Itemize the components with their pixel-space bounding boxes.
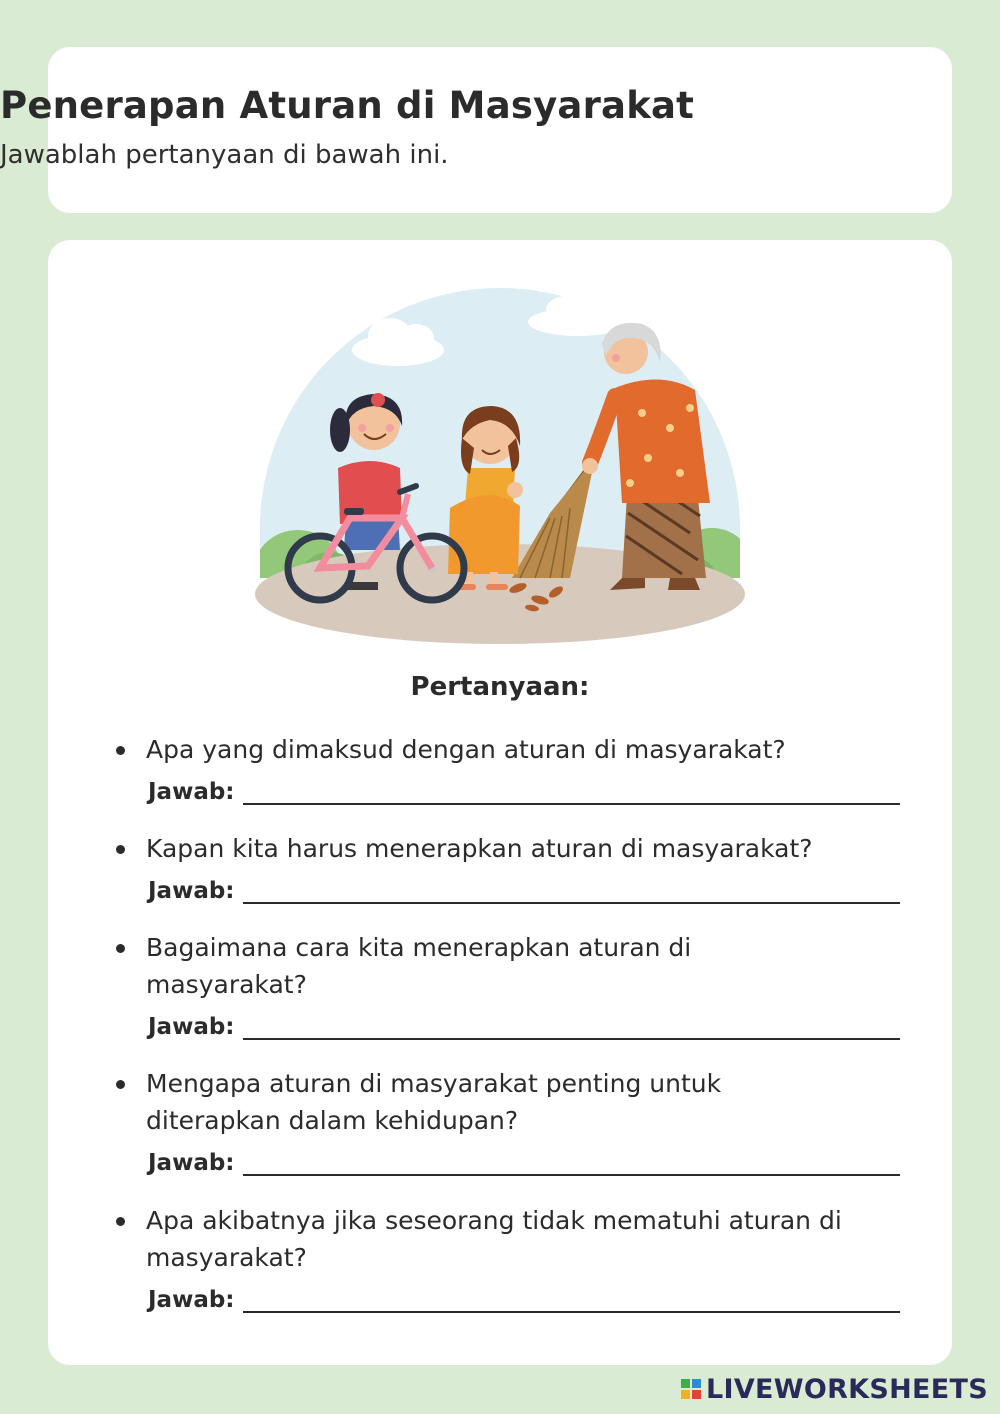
question-item-4 — [116, 1065, 836, 1139]
answer-row — [148, 771, 900, 807]
question-text: Bagaimana cara kita menerapkan aturan di masyarakat? — [146, 933, 692, 999]
answer-label: Jawab: — [148, 1014, 235, 1040]
questions-heading: Pertanyaan: — [410, 672, 590, 702]
answer-row — [148, 1006, 900, 1042]
question-text: Apa yang dimaksud dengan aturan di masyarakat? — [146, 735, 786, 764]
answer-input-line-4[interactable] — [243, 1174, 900, 1176]
question-item-1 — [116, 731, 900, 807]
answer-label: Jawab: — [148, 779, 235, 805]
page-subtitle: Jawablah pertanyaan di bawah ini. — [0, 140, 449, 170]
illustration-children-grandmother — [250, 278, 750, 646]
page-title: Penerapan Aturan di Masyarakat — [0, 84, 695, 127]
answer-input-line-5[interactable] — [243, 1311, 900, 1313]
bullet-icon — [116, 1217, 125, 1226]
answer-input-line-2[interactable] — [243, 902, 900, 904]
bullet-icon — [116, 746, 125, 755]
answer-input-line-3[interactable] — [243, 1038, 900, 1040]
bullet-icon — [116, 944, 125, 953]
answer-label: Jawab: — [148, 1150, 235, 1176]
liveworksheets-brand[interactable] — [680, 1372, 988, 1406]
question-text: Mengapa aturan di masyarakat penting untuk diterapkan dalam kehidupan? — [146, 1069, 722, 1135]
bullet-icon — [116, 845, 125, 854]
liveworksheets-logo-icon — [680, 1377, 702, 1401]
brand-name: LIVEWORKSHEETS — [705, 1373, 988, 1405]
answer-block-4 — [116, 1139, 900, 1178]
header-card — [48, 47, 952, 213]
bullet-icon — [116, 1080, 125, 1089]
answer-label: Jawab: — [148, 878, 235, 904]
question-item-5 — [116, 1202, 896, 1276]
question-text: Kapan kita harus menerapkan aturan di masyarakat? — [146, 834, 813, 863]
question-item-2 — [116, 830, 900, 906]
question-item-3 — [116, 929, 816, 1003]
answer-label: Jawab: — [148, 1287, 235, 1313]
answer-row — [148, 1279, 900, 1315]
answer-block-5 — [116, 1276, 900, 1315]
answer-row — [148, 1142, 900, 1178]
question-text: Apa akibatnya jika seseorang tidak mematuhi aturan di masyarakat? — [146, 1206, 842, 1272]
answer-block-3 — [116, 1003, 900, 1042]
answer-input-line-1[interactable] — [243, 803, 900, 805]
answer-row — [148, 870, 900, 906]
